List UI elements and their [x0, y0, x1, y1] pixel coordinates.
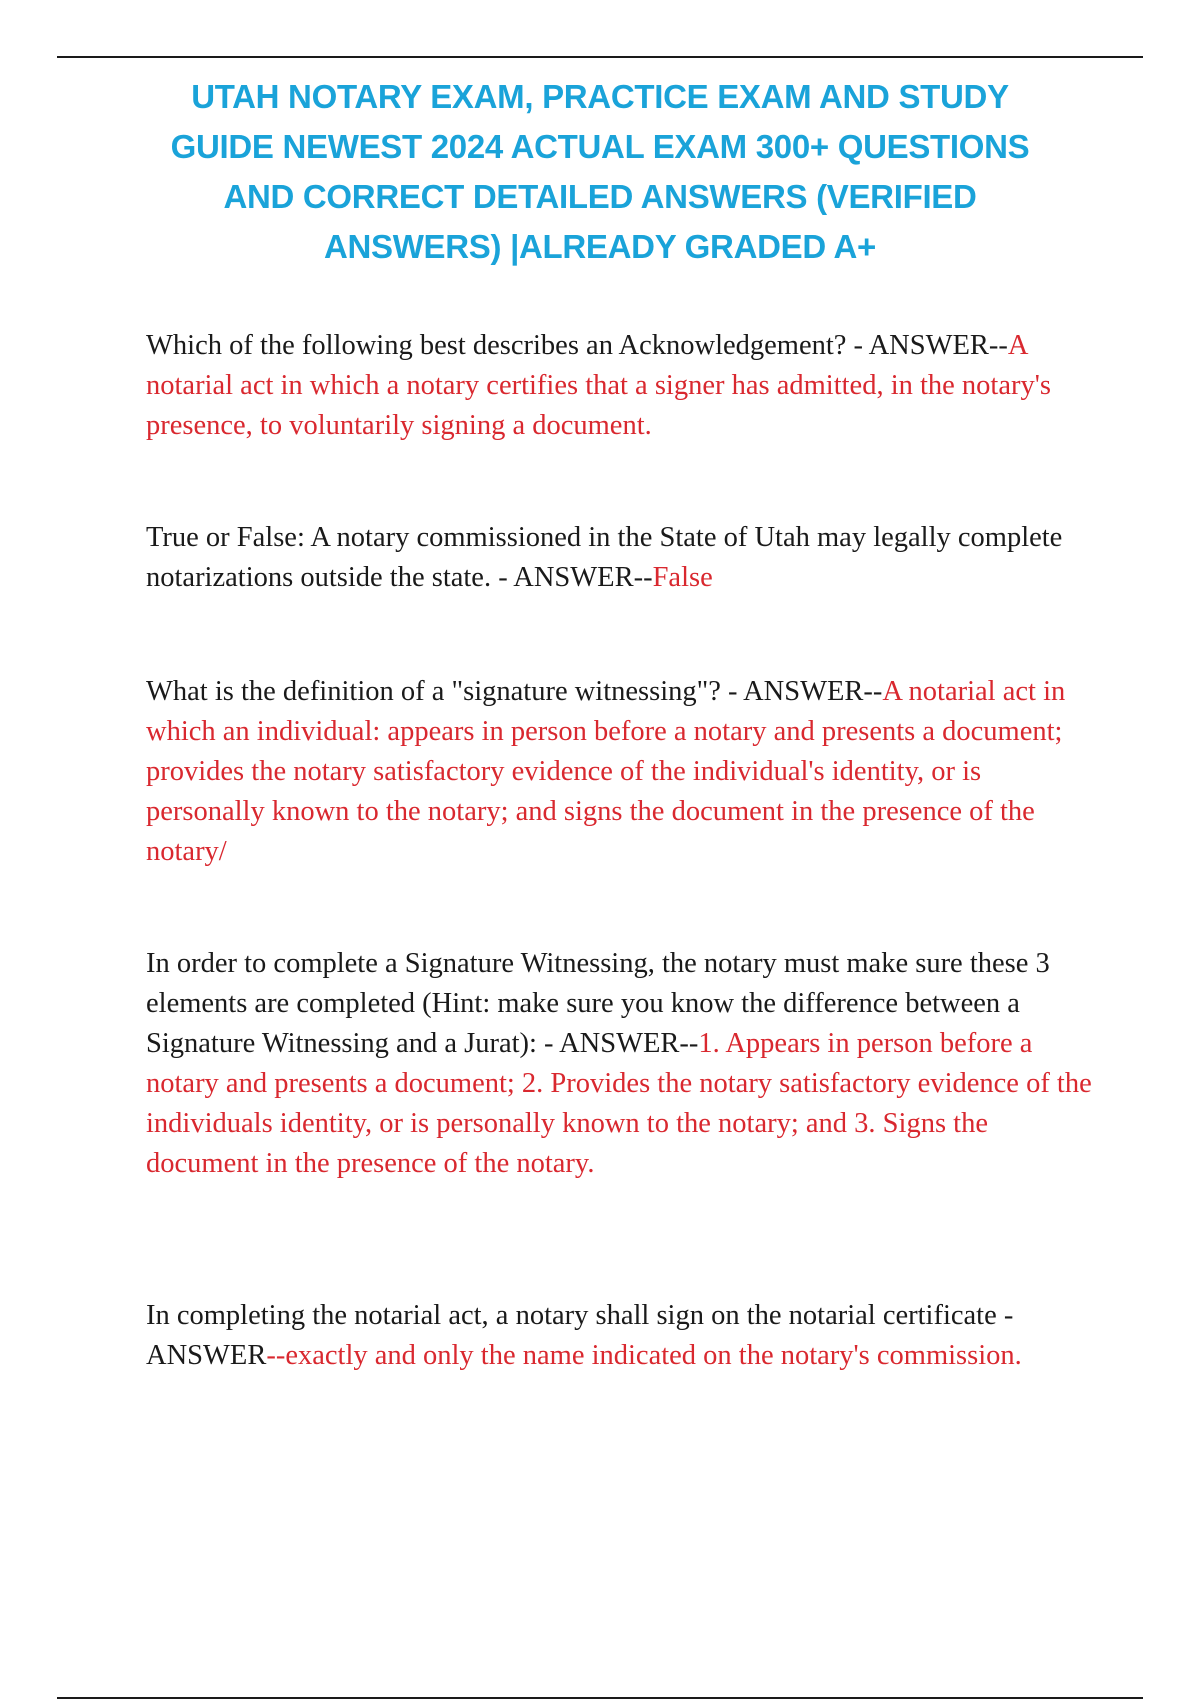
qa-item-2 [146, 518, 1106, 598]
answer-text: --exactly and only the name indicated on the notary's commission. [266, 1340, 1022, 1371]
question-text: In order to complete a Signature Witnessing, the notary must make sure these 3 elements are completed (Hint: make sure you know the difference between a Signature Witnessing and a Jurat): - ANSWER-- [146, 948, 1050, 1059]
question-text: True or False: A notary commissioned in the State of Utah may legally complete notarizations outside the state. - ANSWER-- [146, 522, 1063, 593]
answer-text: False [652, 562, 713, 593]
qa-item-1 [146, 326, 1076, 446]
question-text: Which of the following best describes an Acknowledgement? - ANSWER-- [146, 330, 1008, 361]
qa-item-5 [146, 1296, 1046, 1376]
qa-item-3 [146, 672, 1106, 872]
qa-item-4 [146, 944, 1106, 1184]
top-divider [57, 56, 1143, 58]
answer-text: A notarial act in which an individual: appears in person before a notary and presents a document; provides the notary satisfactory evidence of the individual's identity, or is personally known to the notary; and signs the document in the presence of the notary/ [146, 676, 1066, 867]
question-text: In completing the notarial act, a notary shall sign on the notarial certificate - ANSWER [146, 1300, 1014, 1371]
answer-text: 1. Appears in person before a notary and presents a document; 2. Provides the notary satisfactory evidence of the individuals identity, or is personally known to the notary; and 3. Signs the document in the presence of the notary. [146, 1028, 1092, 1179]
answer-text: A notarial act in which a notary certifies that a signer has admitted, in the notary's presence, to voluntarily signing a document. [146, 330, 1051, 441]
document-title: UTAH NOTARY EXAM, PRACTICE EXAM AND STUDY GUIDE NEWEST 2024 ACTUAL EXAM 300+ QUESTIONS AND CORRECT DETAILED ANSWERS (VERIFIED ANSWERS) |ALREADY GRADED A+ [170, 78, 1030, 265]
question-text: What is the definition of a "signature witnessing"? - ANSWER-- [146, 676, 883, 707]
bottom-divider [57, 1697, 1143, 1699]
